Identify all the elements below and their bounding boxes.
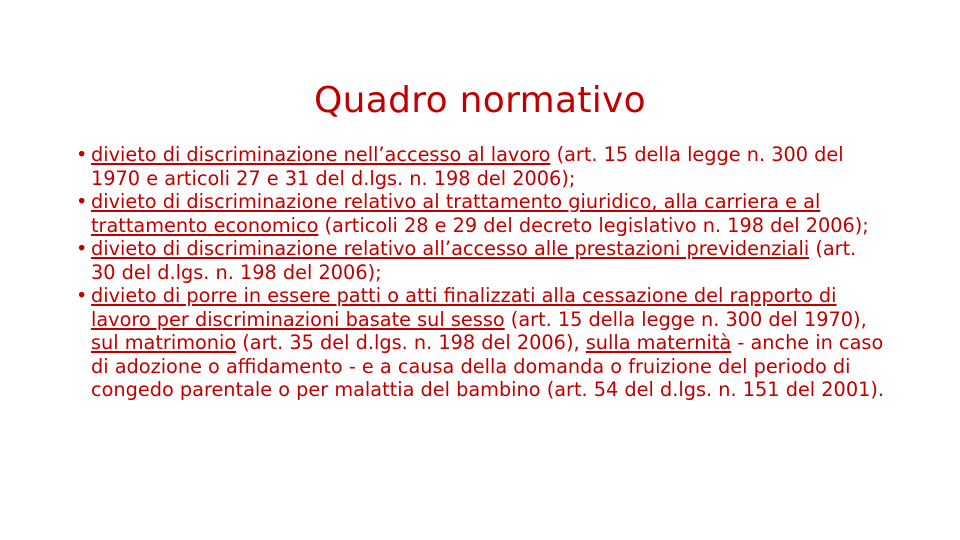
bullet-text: (articoli 28 e 29 del decreto legislativo n. 198 del 2006); <box>318 213 869 237</box>
bullet-item <box>76 237 886 284</box>
underlined-text: divieto di discriminazione relativo all’accesso alle prestazioni previdenziali <box>91 237 810 260</box>
bullet-item <box>76 190 886 237</box>
underlined-text: sulla maternità <box>585 331 732 354</box>
bullet-item <box>76 284 886 402</box>
underlined-text: divieto di discriminazione nell’accesso al lavoro <box>91 143 551 166</box>
bullet-text: - anche in caso di adozione o affidamento - e a causa della domanda o fruizione del periodo di congedo parentale o per malattia del bambino (art. 54 del d.lgs. n. 151 del 2001). <box>91 331 885 401</box>
slide-title: Quadro normativo <box>314 80 646 122</box>
underlined-text: sul matrimonio <box>91 331 237 354</box>
bullet-text: (art. 30 del d.lgs. n. 198 del 2006); <box>91 237 857 284</box>
underlined-text: divieto di discriminazione relativo al trattamento giuridico, alla carriera e al trattamento economico <box>91 190 821 237</box>
bullet-list <box>76 143 886 402</box>
bullet-item <box>76 143 886 190</box>
underlined-text: divieto di porre in essere patti o atti finalizzati alla cessazione del rapporto di lavoro per discriminazioni basate sul sesso <box>91 284 837 331</box>
bullet-text: (art. 15 della legge n. 300 del 1970), <box>504 307 867 331</box>
bullet-text: (art. 35 del d.lgs. n. 198 del 2006), <box>236 331 586 354</box>
bullet-text: (art. 15 della legge n. 300 del 1970 e articoli 27 e 31 del d.lgs. n. 198 del 2006); <box>91 143 844 190</box>
